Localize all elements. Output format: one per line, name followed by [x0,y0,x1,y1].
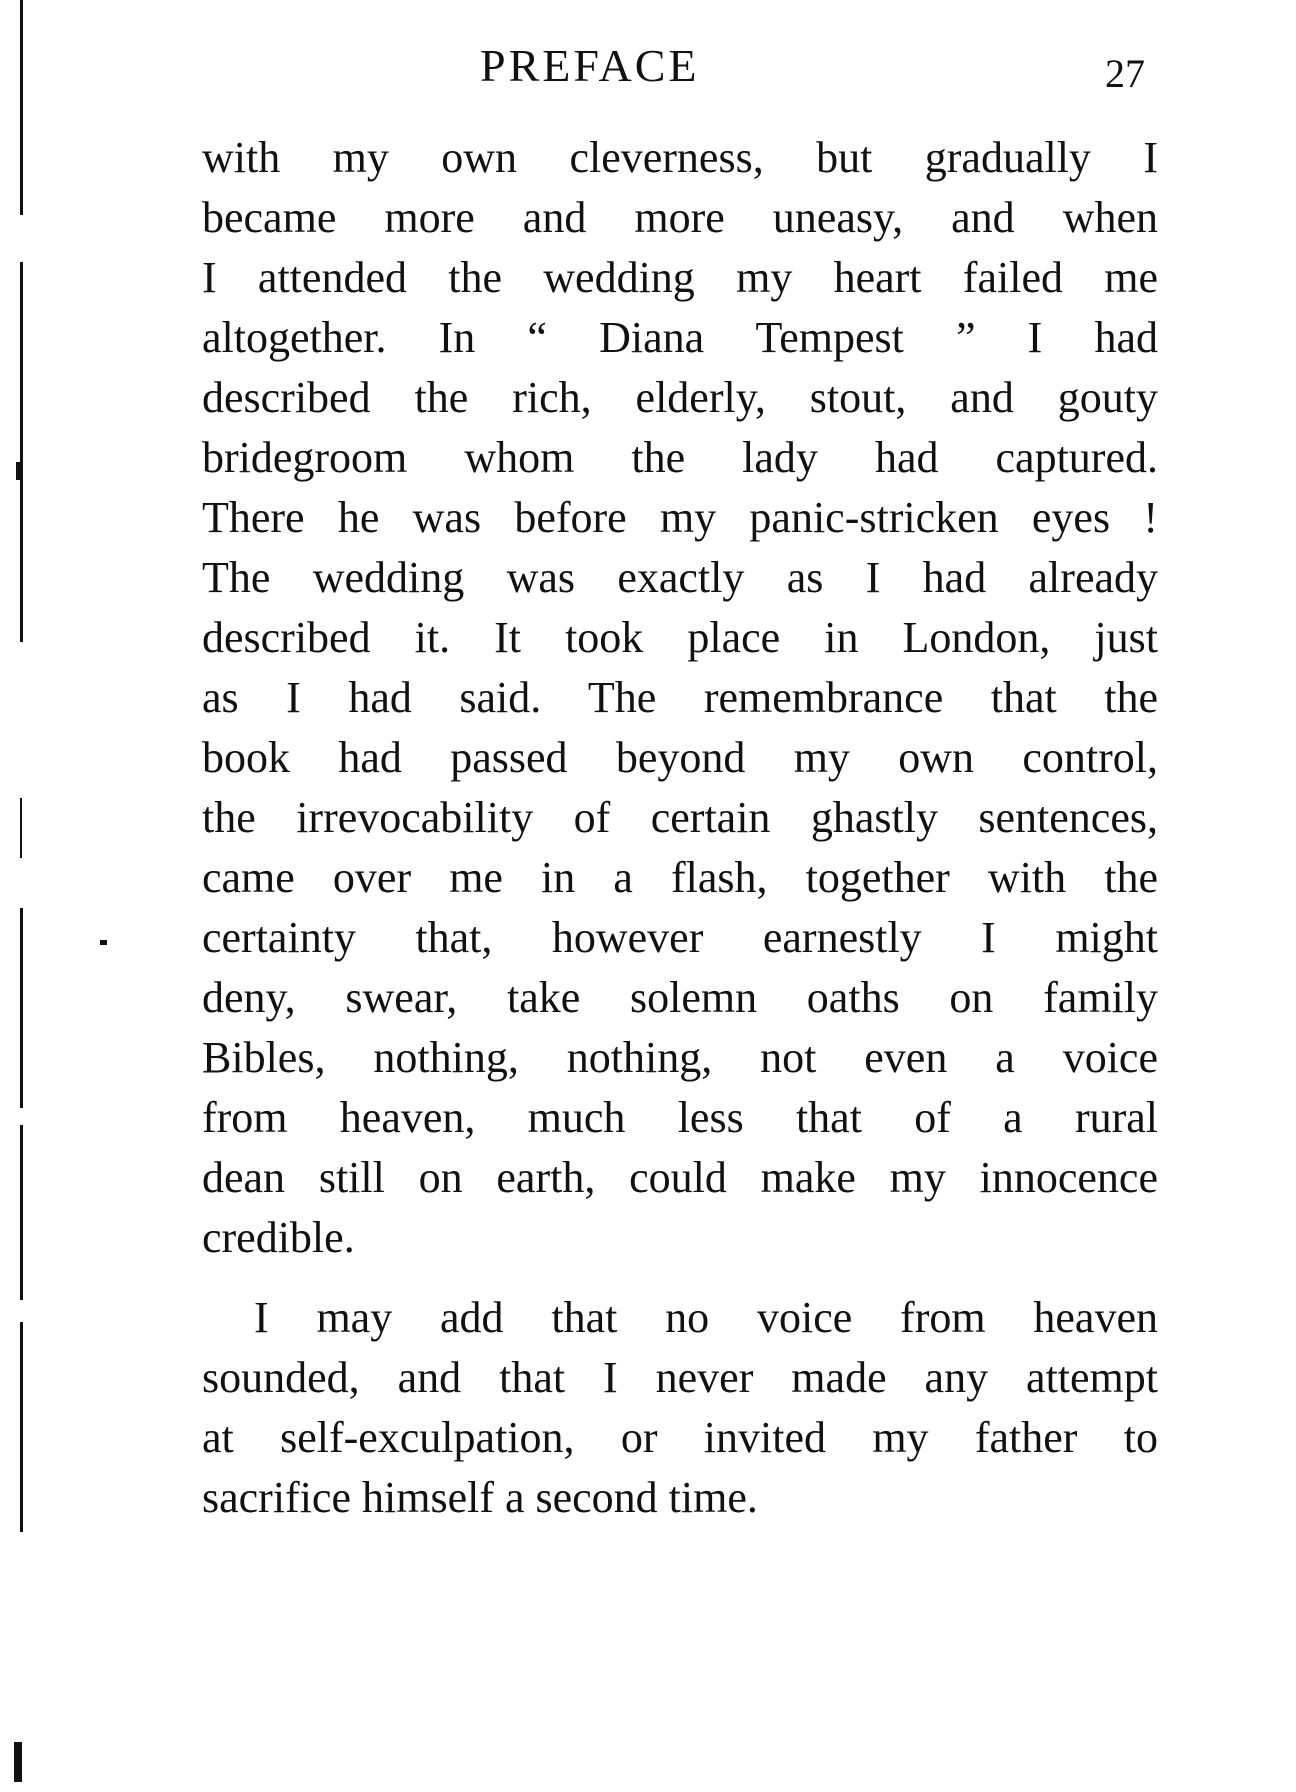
binding-mark [20,798,22,858]
text-line: with my own cleverness, but gradually I [202,133,1158,182]
binding-mark [14,1742,22,1782]
text-line: from heaven, much less that of a rural [202,1093,1158,1142]
text-line: described the rich, elderly, stout, and gouty [202,373,1158,422]
text-line: credible. [202,1213,355,1262]
text-line: book had passed beyond my own control, [202,733,1158,782]
text-line: There he was before my panic-stricken eyes ! [202,493,1158,542]
text-line: dean still on earth, could make my innocence [202,1153,1158,1202]
binding-mark [100,940,107,945]
text-line: at self-exculpation, or invited my father to [202,1413,1158,1462]
text-line: described it. It took place in London, just [202,613,1158,662]
text-line: came over me in a flash, together with the [202,853,1158,902]
text-line: certainty that, however earnestly I might [202,913,1158,962]
text-line: the irrevocability of certain ghastly sentences, [202,793,1158,842]
binding-mark [20,0,23,215]
page-number: 27 [1105,51,1145,96]
text-line: sacrifice himself a second time. [202,1473,758,1522]
text-line: I attended the wedding my heart failed me [202,253,1158,302]
text-line: bridegroom whom the lady had captured. [202,433,1158,482]
text-line: as I had said. The remembrance that the [202,673,1158,722]
binding-mark [20,262,23,642]
text-line: I may add that no voice from heaven [254,1293,1158,1342]
text-line: sounded, and that I never made any attempt [202,1353,1158,1402]
text-line: Bibles, nothing, nothing, not even a voice [202,1033,1158,1082]
text-line: altogether. In “ Diana Tempest ” I had [202,313,1158,362]
text-line: became more and more uneasy, and when [202,193,1158,242]
running-header-title: PREFACE [480,40,700,91]
binding-mark [20,1322,23,1532]
binding-mark [20,908,23,1108]
binding-mark [16,462,23,480]
text-line: deny, swear, take solemn oaths on family [202,973,1158,1022]
text-line: The wedding was exactly as I had already [202,553,1158,602]
binding-mark [20,1125,23,1300]
